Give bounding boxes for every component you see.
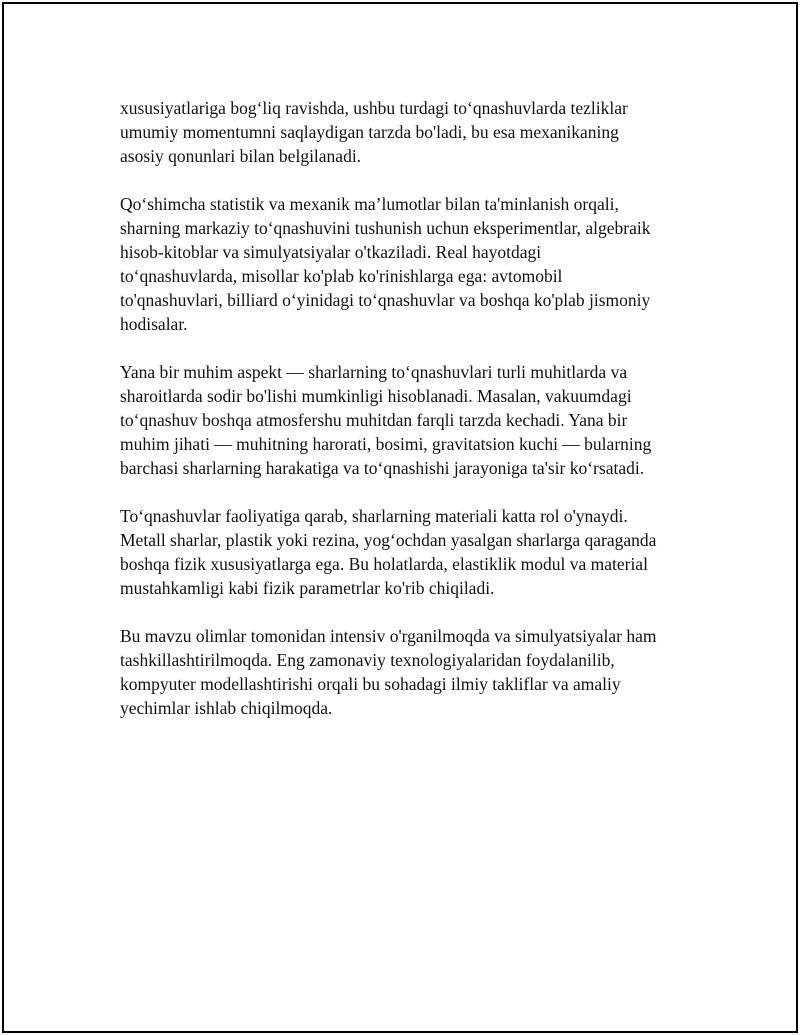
text-line: yechimlar ishlab chiqilmoqda. xyxy=(120,698,333,718)
text-line: to'qnashuvlari, billiard o‘yinidagi to‘qnashuvlar va boshqa ko'plab jismoniy xyxy=(120,290,651,310)
text-line: mustahkamligi kabi fizik parametrlar ko'rib chiqiladi. xyxy=(120,578,495,598)
text-line: Qo‘shimcha statistik va mexanik ma’lumotlar bilan ta'minlanish orqali, xyxy=(120,194,619,214)
text-line: Yana bir muhim aspekt — sharlarning to‘qnashuvlari turli muhitlarda va xyxy=(120,362,628,382)
text-line: asosiy qonunlari bilan belgilanadi. xyxy=(120,146,362,166)
text-line: hodisalar. xyxy=(120,314,188,334)
text-line: xususiyatlariga bog‘liq ravishda, ushbu turdagi to‘qnashuvlarda tezliklar xyxy=(120,98,628,118)
paragraph-5 xyxy=(120,624,700,720)
text-line: barchasi sharlarning harakatiga va to‘qnashishi jarayoniga ta'sir ko‘rsatadi. xyxy=(120,458,645,478)
text-line: muhim jihati — muhitning harorati, bosimi, gravitatsion kuchi — bularning xyxy=(120,434,652,454)
text-line: hisob-kitoblar va simulyatsiyalar o'tkaziladi. Real hayotdagi xyxy=(120,242,542,262)
document-page xyxy=(2,2,798,1033)
paragraph-1 xyxy=(120,96,700,168)
text-line: Metall sharlar, plastik yoki rezina, yog‘ochdan yasalgan sharlarga qaraganda xyxy=(120,530,657,550)
text-line: umumiy momentumni saqlaydigan tarzda bo'ladi, bu esa mexanikaning xyxy=(120,122,619,142)
text-line: sharning markaziy to‘qnashuvini tushunish uchun eksperimentlar, algebraik xyxy=(120,218,651,238)
text-line: To‘qnashuvlar faoliyatiga qarab, sharlarning materiali katta rol o'ynaydi. xyxy=(120,506,628,526)
text-line: to‘qnashuv boshqa atmosfershu muhitdan farqli tarzda kechadi. Yana bir xyxy=(120,410,628,430)
text-line: tashkillashtirilmoqda. Eng zamonaviy texnologiyalaridan foydalanilib, xyxy=(120,650,615,670)
text-line: to‘qnashuvlarda, misollar ko'plab ko'rinishlarga ega: avtomobil xyxy=(120,266,563,286)
text-line: Bu mavzu olimlar tomonidan intensiv o'rganilmoqda va simulyatsiyalar ham xyxy=(120,626,657,646)
document-body xyxy=(120,96,700,744)
paragraph-3 xyxy=(120,360,700,480)
text-line: kompyuter modellashtirishi orqali bu sohadagi ilmiy takliflar va amaliy xyxy=(120,674,621,694)
paragraph-4 xyxy=(120,504,700,600)
text-line: boshqa fizik xususiyatlarga ega. Bu holatlarda, elastiklik modul va material xyxy=(120,554,648,574)
paragraph-2 xyxy=(120,192,700,336)
text-line: sharoitlarda sodir bo'lishi mumkinligi hisoblanadi. Masalan, vakuumdagi xyxy=(120,386,632,406)
